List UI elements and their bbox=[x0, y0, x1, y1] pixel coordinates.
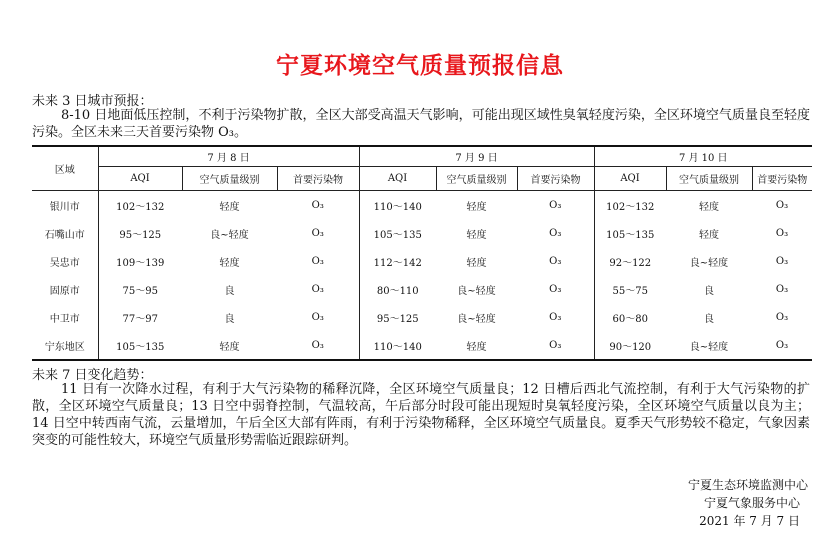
sub-header-aqi: AQI bbox=[98, 167, 182, 191]
pollutant-cell: O₃ bbox=[775, 255, 789, 267]
aqi-cell: 102～132 bbox=[116, 201, 165, 213]
aqi-cell: 92～122 bbox=[609, 257, 652, 269]
trend-text: 11 日有一次降水过程，有利于大气污染物的稀释沉降，全区环境空气质量良；12 日槽后西北气流控制，有利于大气污染物的扩散，全区环境空气质量良；13 日空中弱脊控制，气温较高，午后部分时段可能出现短时臭氧轻度污染，全区环境空气质量以良为主；14 日空中转西南气流，云量增加，午后全区大部有阵雨，有利于污染物稀释，全区环境空气质量良。夏季天气形势较不稳定，气象因素突变的可能性较大，环境空气质量形势需临近跟踪研判。 bbox=[32, 382, 810, 448]
sub-header-level: 空气质量级别 bbox=[182, 167, 277, 191]
pollutant-cell: O₃ bbox=[277, 275, 359, 303]
city-forecast-text: 8-10 日地面低压控制，不利于污染物扩散，全区大部受高温天气影响，可能出现区域性臭氧轻度污染，全区环境空气质量良至轻度污染。全区未来三天首要污染物 O₃。 bbox=[32, 108, 810, 140]
table-body bbox=[32, 191, 812, 361]
date-header-2: 7 月 9 日 bbox=[359, 146, 594, 167]
signature-date: 2021 年 7 月 7 日 bbox=[699, 514, 800, 528]
level-cell: 良 bbox=[224, 313, 235, 325]
region-cell: 吴忠市 bbox=[32, 247, 98, 275]
level-cell: 良~轻度 bbox=[666, 331, 752, 360]
aqi-cell: 80～110 bbox=[376, 285, 419, 297]
pollutant-cell: O₃ bbox=[517, 275, 594, 303]
page-title: 宁夏环境空气质量预报信息 bbox=[276, 52, 564, 79]
pollutant-cell: O₃ bbox=[775, 227, 789, 239]
table-row bbox=[32, 331, 812, 360]
region-cell: 银川市 bbox=[32, 191, 98, 220]
aqi-cell: 110～140 bbox=[373, 201, 422, 213]
signature-org-1: 宁夏生态环境监测中心 bbox=[687, 478, 808, 492]
region-cell: 中卫市 bbox=[32, 303, 98, 331]
aqi-cell: 105～135 bbox=[373, 229, 422, 241]
level-cell: 轻度 bbox=[466, 257, 487, 269]
pollutant-cell: O₃ bbox=[277, 331, 359, 360]
region-cell: 石嘴山市 bbox=[32, 219, 98, 247]
level-cell: 良~轻度 bbox=[457, 285, 496, 297]
sub-header-pollutant: 首要污染物 bbox=[752, 167, 812, 191]
level-cell: 良 bbox=[704, 313, 714, 325]
pollutant-cell: O₃ bbox=[517, 191, 594, 220]
pollutant-cell: O₃ bbox=[277, 303, 359, 331]
sub-header-pollutant: 首要污染物 bbox=[517, 167, 594, 191]
level-cell: 轻度 bbox=[436, 331, 517, 360]
level-cell: 良~轻度 bbox=[210, 229, 249, 241]
region-cell: 固原市 bbox=[32, 275, 98, 303]
aqi-cell: 102～132 bbox=[606, 201, 655, 213]
level-cell: 轻度 bbox=[466, 201, 487, 213]
pollutant-cell: O₃ bbox=[517, 331, 594, 360]
level-cell: 良~轻度 bbox=[457, 313, 496, 325]
pollutant-cell: O₃ bbox=[775, 311, 789, 323]
level-cell: 良~轻度 bbox=[689, 257, 729, 269]
pollutant-cell: O₃ bbox=[517, 303, 594, 331]
pollutant-cell: O₃ bbox=[277, 219, 359, 247]
aqi-cell: 112～142 bbox=[373, 257, 422, 269]
level-cell: 良 bbox=[704, 285, 714, 297]
level-cell: 轻度 bbox=[699, 229, 719, 241]
sub-header-level: 空气质量级别 bbox=[666, 167, 752, 191]
level-cell: 轻度 bbox=[219, 257, 240, 269]
pollutant-cell: O₃ bbox=[277, 191, 359, 220]
aqi-cell: 95～125 bbox=[376, 313, 419, 325]
aqi-cell: 105～135 bbox=[98, 331, 182, 360]
level-cell: 良 bbox=[224, 285, 235, 297]
level-cell: 轻度 bbox=[219, 201, 240, 213]
aqi-cell: 77～97 bbox=[122, 313, 158, 325]
aqi-cell: 95～125 bbox=[119, 229, 162, 241]
trend-heading: 未来 7 日变化趋势： bbox=[32, 368, 153, 383]
aqi-cell: 55～75 bbox=[612, 285, 648, 297]
pollutant-cell: O₃ bbox=[752, 331, 812, 360]
aqi-cell: 109～139 bbox=[116, 257, 165, 269]
aqi-cell: 110～140 bbox=[359, 331, 436, 360]
region-cell: 宁东地区 bbox=[32, 331, 98, 360]
pollutant-cell: O₃ bbox=[277, 247, 359, 275]
aqi-cell: 90～120 bbox=[594, 331, 666, 360]
table-row bbox=[32, 247, 812, 275]
table-row bbox=[32, 219, 812, 247]
sub-header-aqi: AQI bbox=[359, 167, 436, 191]
pollutant-cell: O₃ bbox=[517, 247, 594, 275]
sub-header-pollutant: 首要污染物 bbox=[277, 167, 359, 191]
date-header-3: 7 月 10 日 bbox=[594, 146, 812, 167]
table-row bbox=[32, 275, 812, 303]
table-row bbox=[32, 191, 812, 220]
aqi-cell: 75～95 bbox=[122, 285, 158, 297]
level-cell: 轻度 bbox=[699, 201, 719, 213]
aqi-cell: 60～80 bbox=[612, 313, 648, 325]
table-row bbox=[32, 303, 812, 331]
pollutant-cell: O₃ bbox=[775, 283, 789, 295]
pollutant-cell: O₃ bbox=[517, 219, 594, 247]
sub-header-aqi: AQI bbox=[594, 167, 666, 191]
city-forecast-heading: 未来 3 日城市预报： bbox=[32, 94, 153, 109]
date-header-1: 7 月 8 日 bbox=[98, 146, 359, 167]
region-header: 区域 bbox=[32, 146, 98, 191]
pollutant-cell: O₃ bbox=[775, 199, 789, 211]
level-cell: 轻度 bbox=[466, 229, 487, 241]
sub-header-row bbox=[32, 167, 812, 191]
sub-header-level: 空气质量级别 bbox=[436, 167, 517, 191]
aqi-forecast-table bbox=[32, 145, 812, 361]
aqi-cell: 105～135 bbox=[606, 229, 655, 241]
level-cell: 轻度 bbox=[182, 331, 277, 360]
signature-org-2: 宁夏气象服务中心 bbox=[703, 496, 800, 510]
